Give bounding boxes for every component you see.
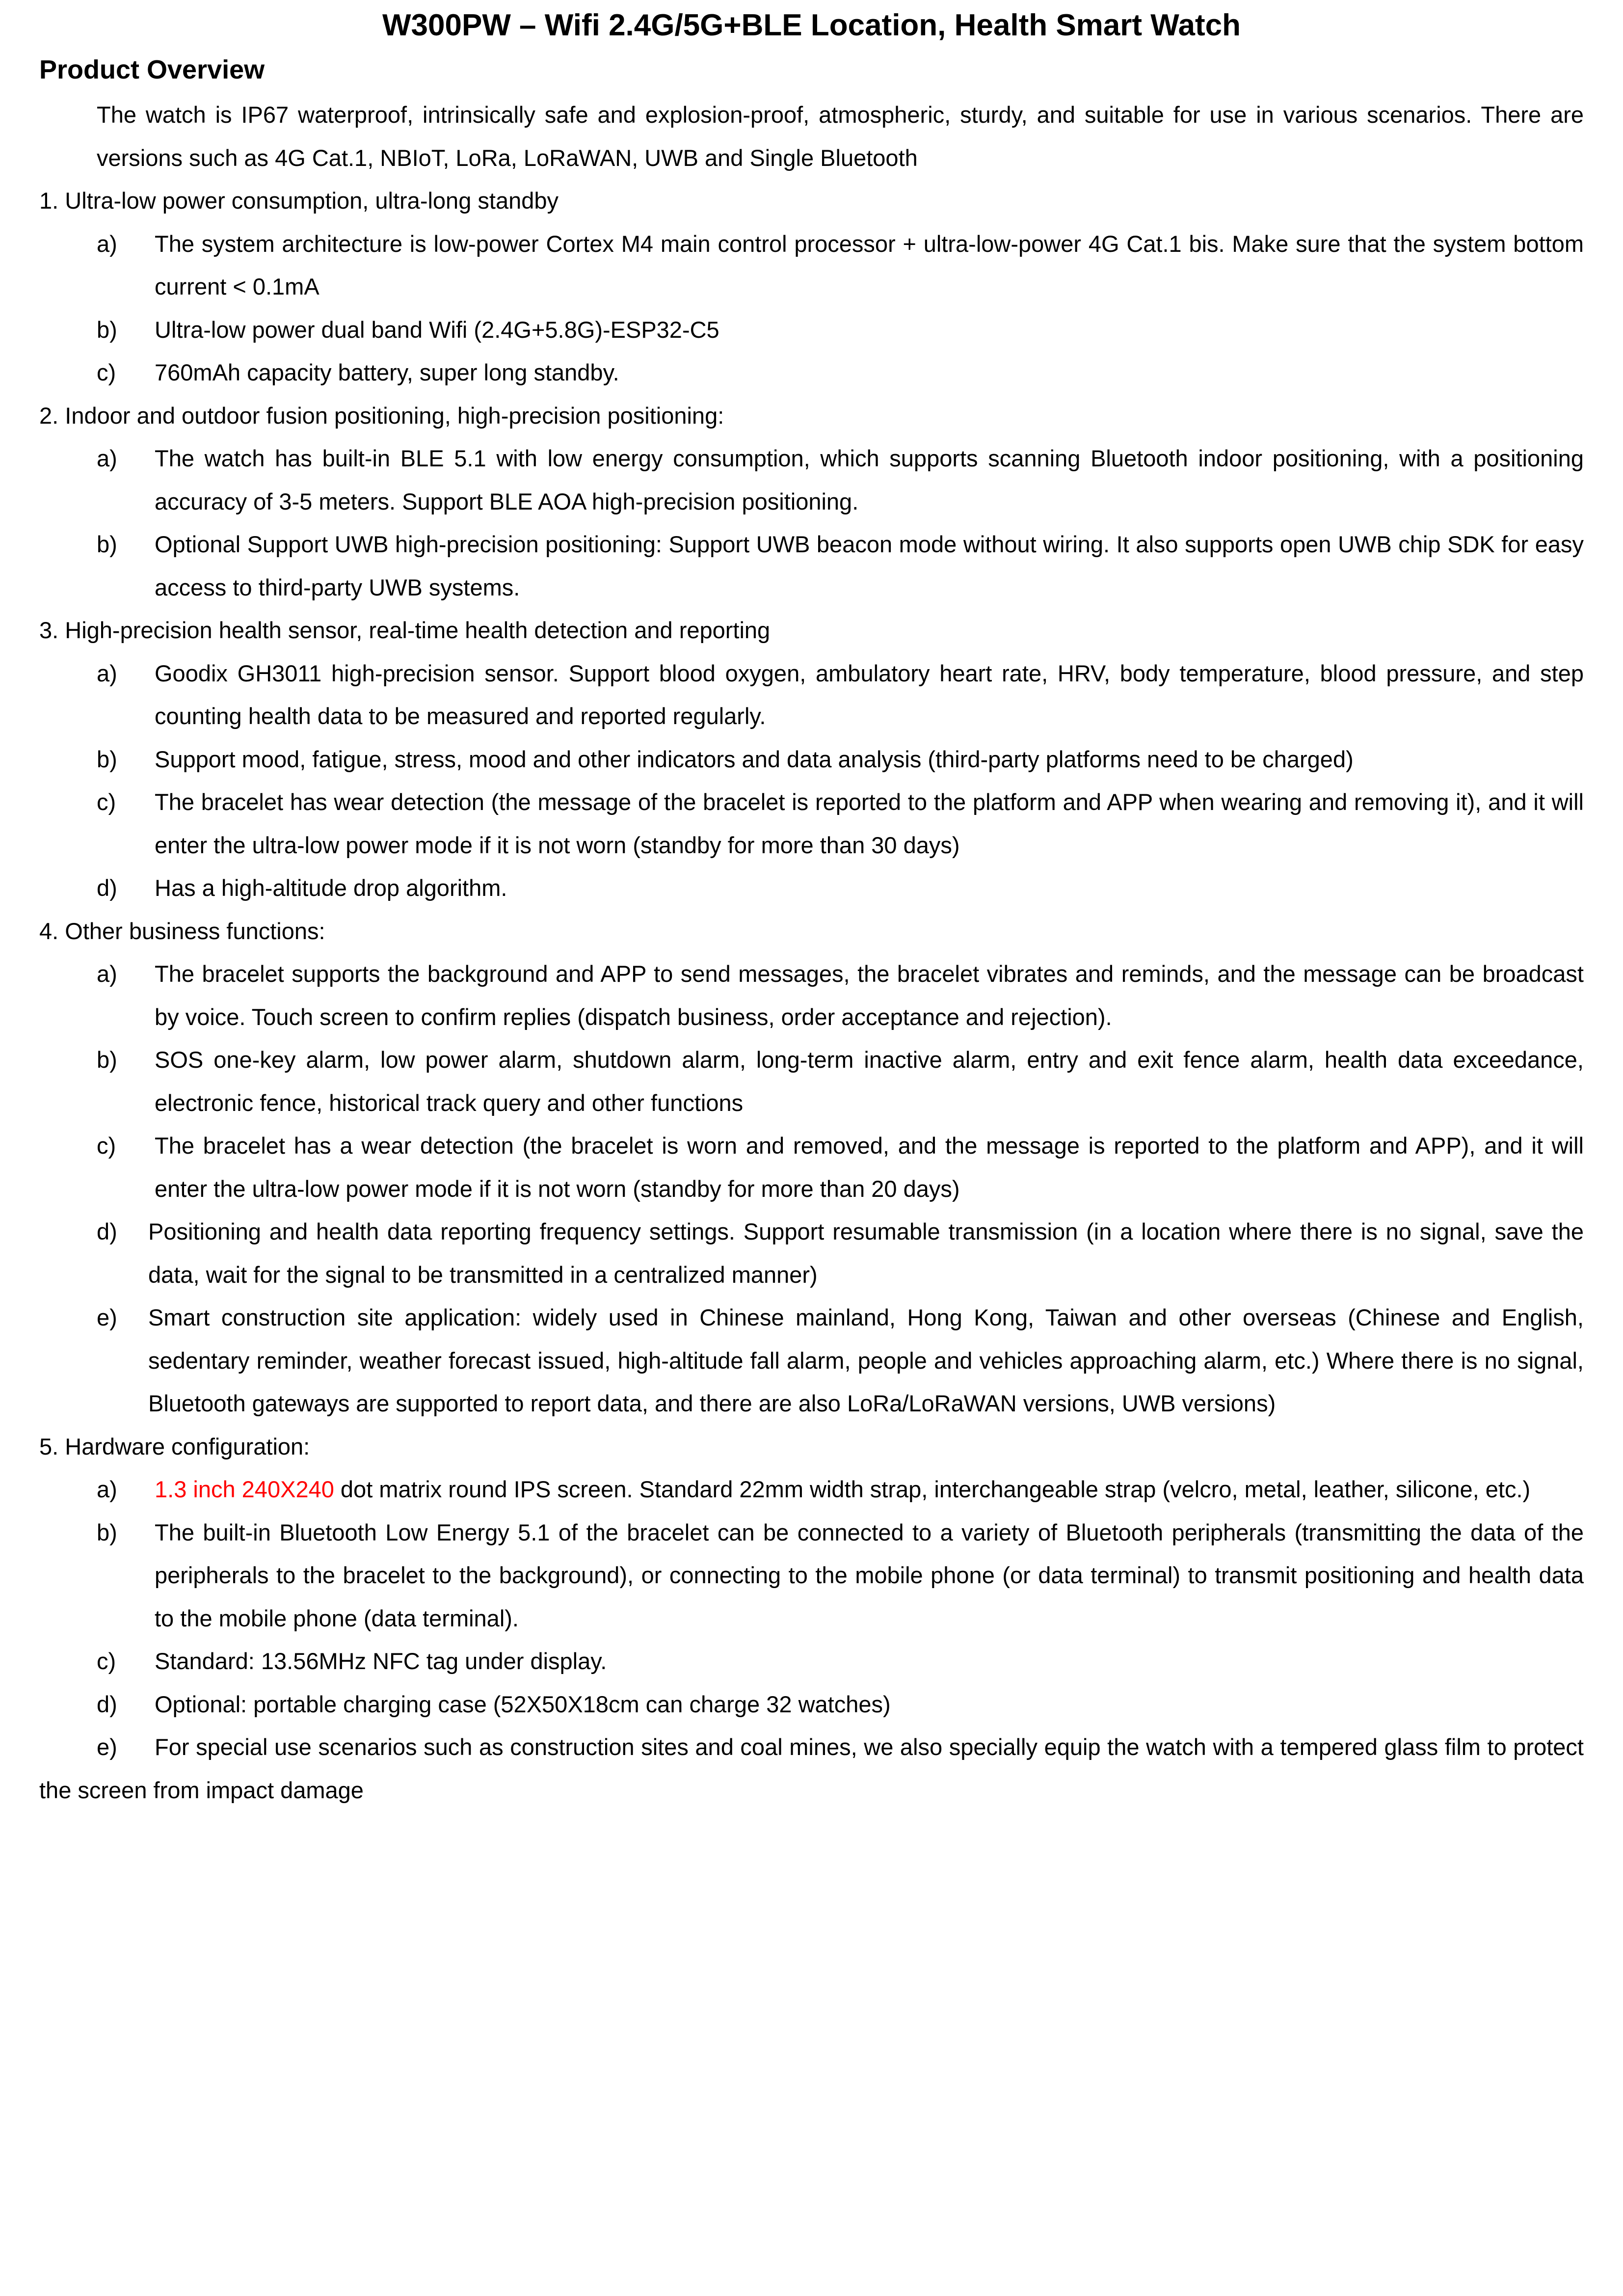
section-3	[39, 609, 1584, 910]
section-3-heading: 3. High-precision health sensor, real-time health detection and reporting	[39, 617, 771, 643]
item-text: Optional Support UWB high-precision positioning: Support UWB beacon mode without wiring. It also supports open UWB chip SDK for easy access to third-party UWB systems.	[155, 531, 1584, 600]
item-text: The bracelet has wear detection (the message of the bracelet is reported to the platform and APP when wearing and removing it), and it will enter the ultra-low power mode if it is not worn (standby for more than 30 days)	[155, 789, 1584, 858]
section-5-heading: 5. Hardware configuration:	[39, 1433, 310, 1459]
item-marker: b)	[97, 531, 117, 557]
section-4-item-d	[39, 1210, 1584, 1296]
section-4-item-b	[39, 1038, 1584, 1124]
item-marker: c)	[97, 359, 116, 385]
item-text: For special use scenarios such as construction sites and coal mines, we also specially equip the watch with a tempered glass film to protect the screen from impact damage	[39, 1734, 1584, 1803]
highlighted-spec-text: 1.3 inch 240X240	[155, 1476, 334, 1502]
section-2-item-b	[39, 523, 1584, 609]
section-1-item-a	[39, 222, 1584, 308]
section-1-heading: 1. Ultra-low power consumption, ultra-long standby	[39, 188, 559, 214]
item-marker: b)	[97, 1047, 117, 1073]
item-text: Positioning and health data reporting frequency settings. Support resumable transmission (in a location where there is no signal, save the data, wait for the signal to be transmitted in a centralized manner)	[148, 1218, 1584, 1288]
item-text: Ultra-low power dual band Wifi (2.4G+5.8G)-ESP32-C5	[155, 316, 719, 343]
item-marker: d)	[97, 1218, 117, 1244]
item-marker: b)	[97, 1519, 117, 1545]
item-text: The system architecture is low-power Cortex M4 main control processor + ultra-low-power 4G Cat.1 bis. Make sure that the system bottom current < 0.1mA	[155, 230, 1584, 299]
item-text: Goodix GH3011 high-precision sensor. Support blood oxygen, ambulatory heart rate, HRV, body temperature, blood pressure, and step counting health data to be measured and reported regularly.	[155, 660, 1584, 729]
item-text: The built-in Bluetooth Low Energy 5.1 of the bracelet can be connected to a variety of Bluetooth peripherals (transmitting the data of the peripherals to the bracelet to the background), or connecting to the mobile phone (or data terminal) to transmit positioning and health data to the mobile phone (data terminal).	[155, 1519, 1584, 1631]
document-title: W300PW – Wifi 2.4G/5G+BLE Location, Health Smart Watch	[382, 8, 1241, 42]
section-1-item-c	[39, 351, 1584, 394]
section-4-heading: 4. Other business functions:	[39, 918, 325, 944]
item-marker: c)	[97, 1133, 116, 1159]
item-text: Optional: portable charging case (52X50X18cm can charge 32 watches)	[155, 1691, 891, 1717]
section-5-item-b	[39, 1511, 1584, 1640]
section-4	[39, 910, 1584, 1425]
item-marker: e)	[97, 1304, 117, 1330]
section-3-item-b	[39, 738, 1584, 781]
item-text: 760mAh capacity battery, super long standby.	[155, 359, 619, 385]
section-5-item-e: e) For special use scenarios such as construction sites and coal mines, we also specially equip the watch with a tempered glass film to protect the screen from impact damage	[39, 1734, 1584, 1803]
item-text: SOS one-key alarm, low power alarm, shutdown alarm, long-term inactive alarm, entry and exit fence alarm, health data exceedance, electronic fence, historical track query and other functions	[155, 1047, 1584, 1116]
section-5-item-a	[39, 1468, 1584, 1511]
section-4-item-e	[39, 1296, 1584, 1425]
item-marker: d)	[97, 1691, 117, 1717]
item-text: Support mood, fatigue, stress, mood and other indicators and data analysis (third-party platforms need to be charged)	[155, 746, 1354, 772]
section-2-item-a	[39, 437, 1584, 523]
item-text: The bracelet supports the background and APP to send messages, the bracelet vibrates and reminds, and the message can be broadcast by voice. Touch screen to confirm replies (dispatch business, order acceptance and rejection).	[155, 961, 1584, 1030]
item-text: The watch has built-in BLE 5.1 with low energy consumption, which supports scanning Bluetooth indoor positioning, with a positioning accuracy of 3-5 meters. Support BLE AOA high-precision positioning.	[155, 445, 1584, 514]
item-marker: d)	[97, 875, 117, 901]
section-heading-product-overview: Product Overview	[39, 55, 265, 84]
item-marker: c)	[97, 1648, 116, 1674]
item-marker: a)	[97, 445, 117, 471]
item-text: Has a high-altitude drop algorithm.	[155, 875, 507, 901]
item-marker: c)	[97, 789, 116, 815]
item-text: The bracelet has a wear detection (the bracelet is worn and removed, and the message is reported to the platform and APP), and it will enter the ultra-low power mode if it is not worn (standby for more than 20 days)	[155, 1133, 1584, 1202]
item-marker: b)	[97, 746, 117, 772]
intro-paragraph: The watch is IP67 waterproof, intrinsically safe and explosion-proof, atmospheric, sturdy, and suitable for use in various scenarios. There are versions such as 4G Cat.1, NBIoT, LoRa, LoRaWAN, UWB and Single Bluetooth	[97, 102, 1584, 171]
item-marker: a)	[97, 1476, 117, 1502]
section-3-item-d	[39, 866, 1584, 910]
section-3-item-c	[39, 781, 1584, 866]
section-3-item-a	[39, 652, 1584, 738]
section-5	[39, 1425, 1584, 1812]
section-5-item-d	[39, 1683, 1584, 1726]
section-2-heading: 2. Indoor and outdoor fusion positioning, high-precision positioning:	[39, 402, 724, 429]
section-4-item-a	[39, 952, 1584, 1038]
section-4-item-c	[39, 1124, 1584, 1210]
item-marker: a)	[97, 230, 117, 257]
section-1	[39, 179, 1584, 394]
section-2	[39, 394, 1584, 609]
section-5-item-c	[39, 1640, 1584, 1683]
item-marker: b)	[97, 316, 117, 343]
item-text: Standard: 13.56MHz NFC tag under display.	[155, 1648, 607, 1674]
item-text: Smart construction site application: widely used in Chinese mainland, Hong Kong, Taiwan and other overseas (Chinese and English, sedentary reminder, weather forecast issued, high-altitude fall alarm, people and vehicles approaching alarm, etc.) Where there is no signal, Bluetooth gateways are supported to report data, and there are also LoRa/LoRaWAN versions, UWB versions)	[148, 1304, 1584, 1416]
section-1-item-b	[39, 308, 1584, 351]
item-marker: a)	[97, 660, 117, 686]
item-text: dot matrix round IPS screen. Standard 22mm width strap, interchangeable strap (velcro, metal, leather, silicone, etc.)	[334, 1476, 1531, 1502]
item-marker: a)	[97, 961, 117, 987]
